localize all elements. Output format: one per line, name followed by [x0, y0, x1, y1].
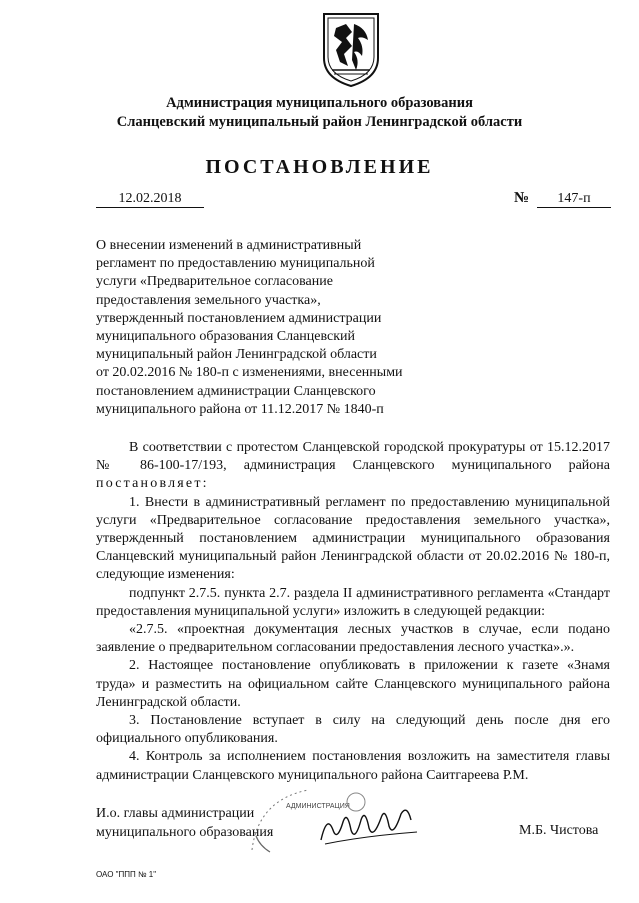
subject-line: О внесении изменений в административный [96, 238, 362, 253]
subject-line: предоставления земельного участка», [96, 292, 321, 308]
signatory-title [96, 804, 273, 842]
number-sign: № [514, 190, 530, 206]
item-1-quote: «2.7.5. «проектная документация лесных участков в случае, если подано заявление о предварительном согласовании предоставления лесного участка».». [96, 622, 610, 656]
handwritten-signature [315, 800, 425, 850]
subject-line: утвержденный постановлением администрации [96, 310, 382, 326]
item-1: 1. Внести в административный регламент по предоставлению муниципальной услуги «Предварительное согласование предоставления земельного участка», утвержденный постановлением администрации муниципального образования Сланцевский муниципальный район Ленинградской области от 20.02.2016 № 180-п, следующие изменения: [96, 494, 610, 583]
signatory-name: М.Б. Чистова [519, 823, 599, 838]
item-1-sub: подпункт 2.7.5. пункта 2.7. раздела II административного регламента «Стандарт предоставления муниципальной услуги» изложить в следующей редакции: [96, 585, 610, 619]
subject-line: муниципальный район Ленинградской области [96, 347, 377, 363]
document-subject [96, 237, 436, 419]
item-4: 4. Контроль за исполнением постановления возложить на заместителя главы администрации Сланцевского муниципального района Саитгареева Р.М. [96, 749, 610, 783]
signatory-title-line2: муниципального образования [96, 825, 274, 840]
subject-line: муниципального образования Сланцевский [96, 329, 356, 345]
subject-line: услуги «Предварительное согласование [96, 274, 333, 290]
org-name-line1: Администрация муниципального образования [166, 95, 473, 111]
printer-mark: ОАО "ППП № 1" [96, 870, 157, 879]
signatory-title-line1: И.о. главы администрации [96, 806, 255, 821]
org-name-line2: Сланцевский муниципальный район Ленинградской области [116, 114, 523, 130]
preamble-text: В соответствии с протестом Сланцевской городской прокуратуры от 15.12.2017 № 86-100-17/193, администрация Сланцевского муниципального района [96, 440, 610, 474]
stamp-text: АДМИНИСТРАЦИЯ [286, 803, 350, 810]
item-2: 2. Настоящее постановление опубликовать в приложении к газете «Знамя труда» и разместить на официальном сайте Сланцевского муниципального района Ленинградской области. [96, 658, 610, 710]
document-type: ПОСТАНОВЛЕНИЕ [205, 156, 434, 178]
document-number: 147-п [537, 191, 611, 208]
preamble-paragraph [96, 439, 610, 494]
document-body [96, 439, 610, 785]
coat-of-arms-icon [318, 10, 384, 88]
resolves-word: постановляет: [96, 476, 209, 492]
subject-line: регламент по предоставлению муниципальной [96, 256, 375, 272]
item-3: 3. Постановление вступает в силу на следующий день после дня его официального опубликования. [96, 713, 610, 747]
subject-line: муниципального района от 11.12.2017 № 1840-п [96, 401, 384, 417]
subject-line: от 20.02.2016 № 180-п с изменениями, внесенными [96, 365, 403, 381]
subject-line: постановлением администрации Сланцевского [96, 383, 376, 399]
document-date: 12.02.2018 [96, 191, 204, 208]
